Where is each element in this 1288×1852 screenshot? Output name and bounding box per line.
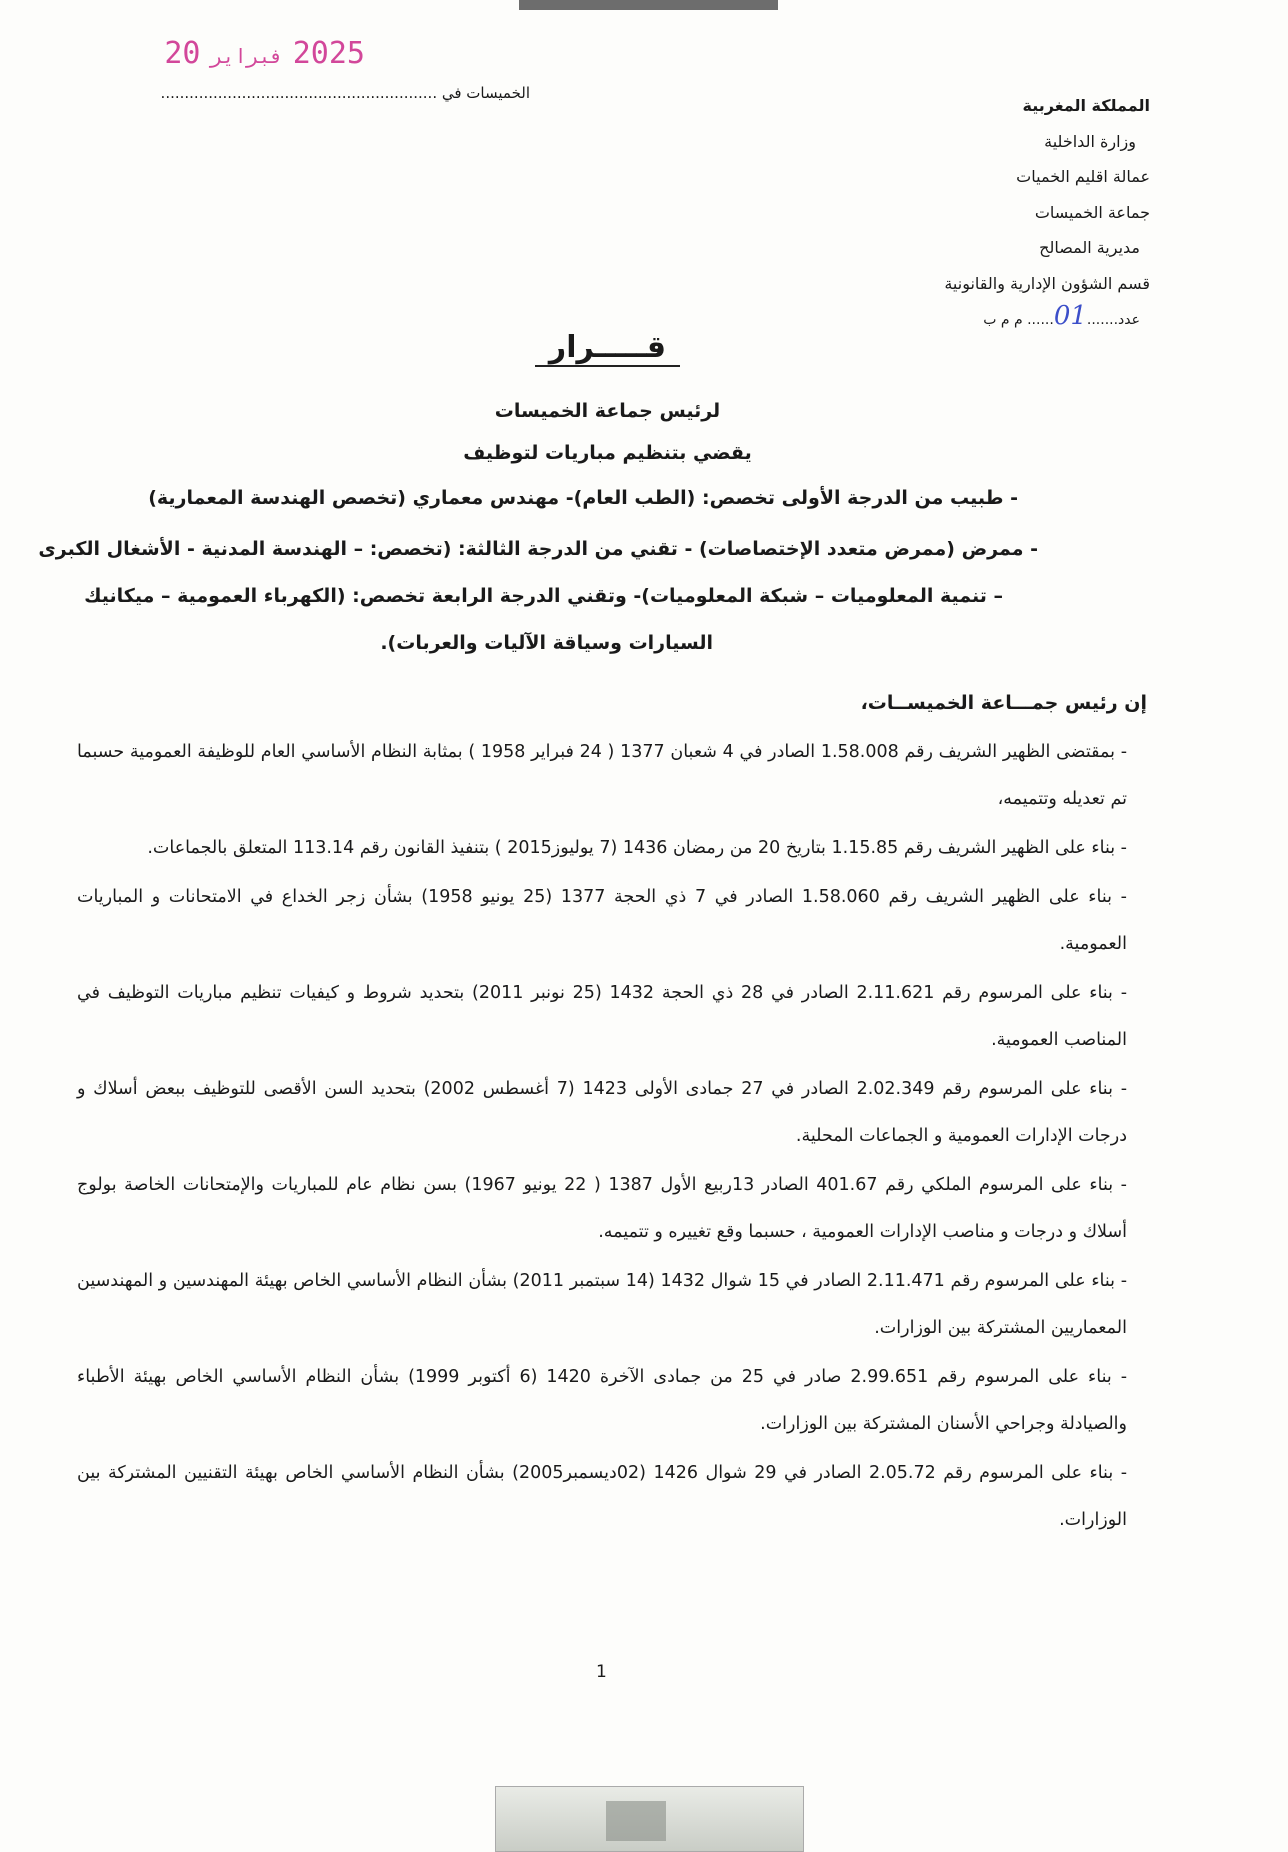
consideration: - بناء على المرسوم الملكي رقم 401.67 الصادر 13ربيع الأول 1387 ( 22 يونيو 1967) بسن نظام عام للمباريات والإمتحانات الخاصة بولوج أسلاك و درجات و مناصب الإدارات العمومية ، حسبما وقع تغييره و تتميمه. [77, 1175, 1127, 1242]
consideration: - بناء على المرسوم رقم 2.11.621 الصادر في 28 ذي الحجة 1432 (25 نونبر 2011) بتحديد شروط و كيفيات تنظيم مباريات التوظيف في المناصب العمومية. [77, 983, 1128, 1050]
place-date-line: الخميسات في .......................................................... [160, 84, 530, 102]
stamp-month: فبراير [210, 44, 283, 68]
stamp-year: 2025 [292, 36, 365, 71]
thumbnail-image [606, 1801, 666, 1841]
consideration: - بناء على المرسوم رقم 2.11.471 الصادر في 15 شوال 1432 (14 سبتمبر 2011) بشأن النظام الأساسي الخاص بهيئة المهندسين و المهندسين المعماريين المشتركة بين الوزارات. [77, 1271, 1128, 1338]
letterhead-line: قسم الشؤون الإدارية والقانونية [944, 273, 1150, 293]
letterhead-line: عمالة اقليم الخميات [1016, 167, 1150, 186]
subtitle-subject: يقضي بتنظيم مباريات لتوظيف [463, 442, 752, 464]
stamp-day: 20 [164, 36, 201, 71]
scan-thumbnail [495, 1786, 804, 1852]
position-line: السيارات وسياقة الآليات والعربات). [380, 632, 713, 654]
letterhead-line: جماعة الخميسات [1034, 202, 1150, 222]
scan-top-bar [519, 0, 778, 10]
number-suffix: ...... م م ب [983, 312, 1054, 328]
consideration: - بمقتضى الظهير الشريف رقم 1.58.008 الصادر في 4 شعبان 1377 ( 24 فبراير 1958 ) بمثابة النظام الأساسي العام للوظيفة العمومية حسبما تم تعديله وتتميمه، [77, 742, 1128, 809]
page-number: 1 [596, 1662, 607, 1682]
consideration: - بناء على المرسوم رقم 2.02.349 الصادر في 27 جمادى الأولى 1423 (7 أغسطس 2002) بتحديد السن الأقصى للتوظيف ببعض أسلاك و درجات الإدارات العمومية و الجماعات المحلية. [77, 1079, 1128, 1146]
consideration: - بناء على الظهير الشريف رقم 1.58.060 الصادر في 7 ذي الحجة 1377 (25 يونيو 1958) بشأن زجر الخداع في الامتحانات و المباريات العمومية. [77, 887, 1127, 954]
position-line: – تنمية المعلوميات – شبكة المعلوميات)- وتقني الدرجة الرابعة تخصص: (الكهرباء العمومية – ميكانيك [84, 585, 1003, 607]
document-title [0, 330, 1215, 365]
letterhead-line: المملكة المغربية [1022, 96, 1150, 115]
handwritten-number: 01 [1053, 301, 1087, 331]
position-line: - ممرض (ممرض متعدد الإختصاصات) - تقني من الدرجة الثالثة: (تخصص: – الهندسة المدنية - الأشغال الكبرى [38, 538, 1038, 560]
intro: إن رئيس جمـــاعة الخميســات، [860, 692, 1147, 714]
letterhead-line: مديرية المصالح [1039, 238, 1140, 257]
title-text: قـــــرار [535, 330, 680, 367]
consideration: - بناء على المرسوم رقم 2.99.651 صادر في 25 من جمادى الآخرة 1420 (6 أكتوبر 1999) بشأن النظام الأساسي الخاص بهيئة الأطباء والصيادلة وجراحي الأسنان المشتركة بين الوزارات. [77, 1367, 1128, 1434]
date-stamp [165, 36, 365, 80]
position-line: - طبيب من الدرجة الأولى تخصص: (الطب العام)- مهندس معماري (تخصص الهندسة المعمارية) [148, 487, 1018, 509]
considerations-body [77, 680, 1147, 1546]
letterhead [944, 88, 1150, 335]
subtitle-issuer: لرئيس جماعة الخميسات [494, 400, 721, 422]
number-label: عدد....... [1086, 312, 1140, 328]
consideration: - بناء على الظهير الشريف رقم 1.15.85 بتاريخ 20 من رمضان 1436 (7 يوليوز2015 ) بتنفيذ القانون رقم 113.14 المتعلق بالجماعات. [147, 838, 1127, 858]
consideration: - بناء على المرسوم رقم 2.05.72 الصادر في 29 شوال 1426 (02ديسمبر2005) بشأن النظام الأساسي الخاص بهيئة التقنيين المشتركة بين الوزارات. [77, 1463, 1128, 1530]
letterhead-line: وزارة الداخلية [1044, 131, 1136, 151]
